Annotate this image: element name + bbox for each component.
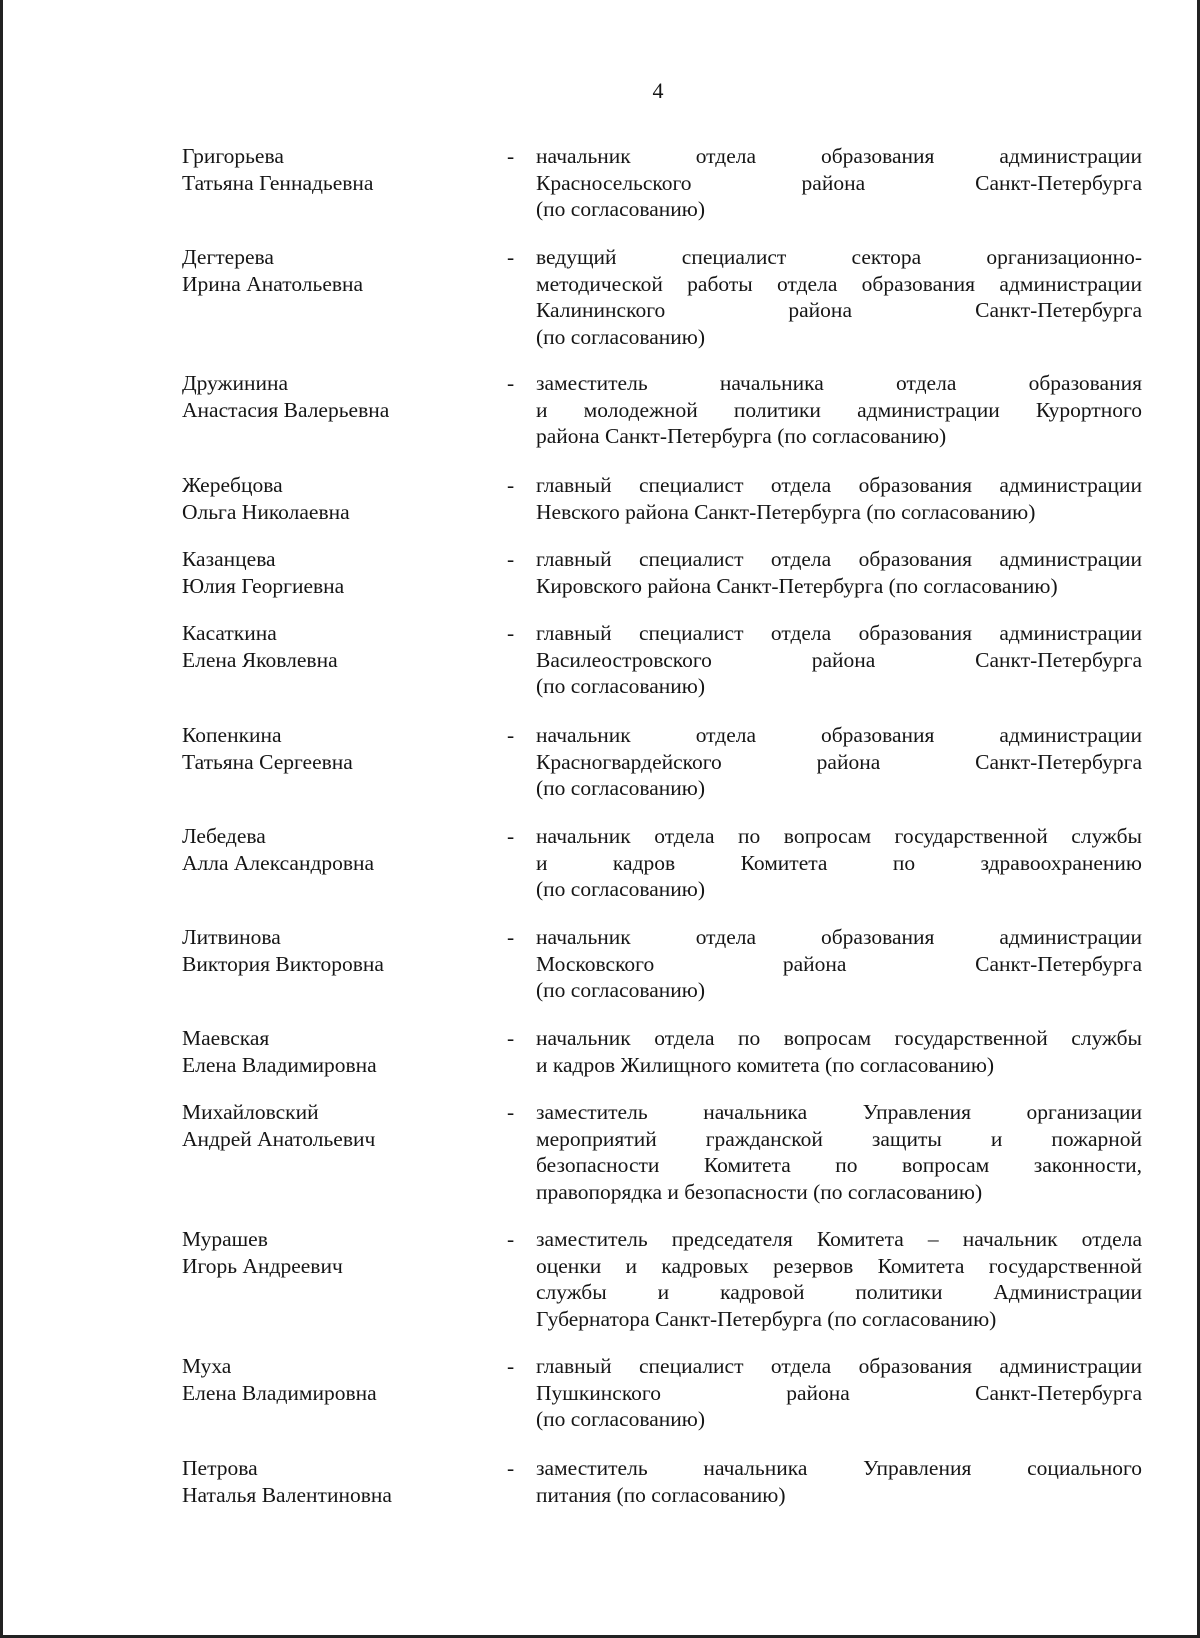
position-line: (по согласованию) — [536, 197, 706, 221]
member-surname: Маевская — [182, 1026, 270, 1050]
member-name — [182, 722, 482, 775]
entry-dash: - — [507, 1354, 515, 1378]
entry-dash: - — [507, 144, 515, 168]
member-name — [182, 1099, 482, 1152]
page-number: 4 — [652, 78, 664, 103]
position-line: главный специалист отдела образования администрации — [536, 1354, 1142, 1378]
entry-dash: - — [507, 1227, 515, 1251]
position-line: (по согласованию) — [536, 776, 706, 800]
position-line: Красносельского района Санкт-Петербурга — [536, 170, 1142, 195]
member-given-names: Елена Владимировна — [182, 1052, 377, 1077]
position-line: правопорядка и безопасности (по согласованию) — [536, 1179, 983, 1204]
entry-dash: - — [507, 245, 515, 269]
position-line: начальник отдела образования администрации — [536, 144, 1142, 168]
entry-dash: - — [507, 1456, 515, 1480]
position-line: (по согласованию) — [536, 978, 706, 1002]
member-name — [182, 370, 482, 423]
position-line: и кадров Жилищного комитета (по согласованию) — [536, 1052, 995, 1077]
position-line: Губернатора Санкт-Петербурга (по согласованию) — [536, 1306, 997, 1331]
member-given-names: Юлия Георгиевна — [182, 573, 345, 598]
position-line: главный специалист отдела образования администрации — [536, 621, 1142, 645]
member-name — [182, 143, 482, 196]
member-position — [536, 1455, 1142, 1508]
member-position — [536, 823, 1142, 903]
member-surname: Литвинова — [182, 925, 281, 949]
position-line: (по согласованию) — [536, 324, 706, 349]
member-surname: Касаткина — [182, 621, 277, 645]
member-position — [536, 370, 1142, 450]
member-name — [182, 546, 482, 599]
entry-dash: - — [507, 925, 515, 949]
member-given-names: Андрей Анатольевич — [182, 1126, 376, 1151]
position-line: (по согласованию) — [536, 877, 706, 901]
position-line: заместитель председателя Комитета – начальник отдела — [536, 1227, 1142, 1251]
position-line: ведущий специалист сектора организационно- — [536, 245, 1142, 269]
position-line: службы и кадровой политики Администрации — [536, 1280, 1142, 1304]
member-surname: Казанцева — [182, 547, 276, 571]
entry-dash: - — [507, 824, 515, 848]
member-position — [536, 143, 1142, 223]
member-name — [182, 1455, 482, 1508]
member-given-names: Ирина Анатольевна — [182, 271, 364, 296]
member-surname: Дегтерева — [182, 245, 274, 269]
member-surname: Михайловский — [182, 1100, 319, 1124]
member-surname: Петрова — [182, 1456, 258, 1480]
position-line: Калининского района Санкт-Петербурга — [536, 298, 1142, 322]
position-line: Пушкинского района Санкт-Петербурга — [536, 1380, 1142, 1405]
entry-dash: - — [507, 547, 515, 571]
member-given-names: Татьяна Геннадьевна — [182, 170, 374, 195]
position-line: (по согласованию) — [536, 1407, 706, 1431]
member-given-names: Наталья Валентиновна — [182, 1482, 392, 1507]
member-surname: Копенкина — [182, 723, 282, 747]
position-line: (по согласованию) — [536, 674, 706, 698]
position-line: начальник отдела образования администрации — [536, 925, 1142, 949]
member-given-names: Анастасия Валерьевна — [182, 397, 390, 422]
member-given-names: Алла Александровна — [182, 850, 375, 875]
position-line: методической работы отдела образования администрации — [536, 271, 1142, 296]
member-given-names: Елена Яковлевна — [182, 647, 338, 672]
entry-dash: - — [507, 723, 515, 747]
member-surname: Дружинина — [182, 371, 289, 395]
member-name — [182, 1353, 482, 1406]
member-position — [536, 1353, 1142, 1433]
member-surname: Жеребцова — [182, 473, 283, 497]
entry-dash: - — [507, 1100, 515, 1124]
position-line: Невского района Санкт-Петербурга (по согласованию) — [536, 499, 1036, 524]
member-surname: Лебедева — [182, 824, 266, 848]
member-given-names: Татьяна Сергеевна — [182, 749, 353, 774]
position-line: оценки и кадровых резервов Комитета государственной — [536, 1253, 1142, 1278]
member-given-names: Игорь Андреевич — [182, 1253, 343, 1278]
member-position — [536, 722, 1142, 802]
member-given-names: Ольга Николаевна — [182, 499, 350, 524]
member-position — [536, 1099, 1142, 1205]
member-position — [536, 546, 1142, 599]
entry-dash: - — [507, 473, 515, 497]
position-line: начальник отдела по вопросам государственной службы — [536, 824, 1142, 848]
position-line: главный специалист отдела образования администрации — [536, 473, 1142, 497]
member-name — [182, 620, 482, 673]
member-position — [536, 1226, 1142, 1332]
position-line: главный специалист отдела образования администрации — [536, 547, 1142, 571]
position-line: начальник отдела по вопросам государственной службы — [536, 1026, 1142, 1050]
entry-dash: - — [507, 1026, 515, 1050]
member-given-names: Виктория Викторовна — [182, 951, 384, 976]
position-line: заместитель начальника Управления организации — [536, 1100, 1142, 1124]
member-name — [182, 924, 482, 977]
position-line: и кадров Комитета по здравоохранению — [536, 850, 1142, 875]
member-position — [536, 1025, 1142, 1078]
position-line: питания (по согласованию) — [536, 1482, 786, 1507]
position-line: района Санкт-Петербурга (по согласованию) — [536, 424, 947, 448]
member-surname: Муха — [182, 1354, 232, 1378]
member-given-names: Елена Владимировна — [182, 1380, 377, 1405]
position-line: заместитель начальника Управления социального — [536, 1456, 1142, 1480]
member-name — [182, 244, 482, 297]
position-line: безопасности Комитета по вопросам законности, — [536, 1153, 1142, 1177]
position-line: Красногвардейского района Санкт-Петербурга — [536, 749, 1142, 774]
member-name — [182, 1025, 482, 1078]
position-line: мероприятий гражданской защиты и пожарной — [536, 1126, 1142, 1151]
position-line: Московского района Санкт-Петербурга — [536, 951, 1142, 976]
entry-dash: - — [507, 621, 515, 645]
position-line: Кировского района Санкт-Петербурга (по согласованию) — [536, 573, 1058, 598]
member-position — [536, 244, 1142, 350]
member-name — [182, 1226, 482, 1279]
member-name — [182, 472, 482, 525]
entry-dash: - — [507, 371, 515, 395]
member-surname: Мурашев — [182, 1227, 268, 1251]
member-position — [536, 924, 1142, 1004]
member-position — [536, 620, 1142, 700]
position-line: начальник отдела образования администрации — [536, 723, 1142, 747]
member-name — [182, 823, 482, 876]
position-line: заместитель начальника отдела образования — [536, 371, 1142, 395]
page-border-left — [0, 0, 3, 1638]
member-surname: Григорьева — [182, 144, 284, 168]
position-line: Василеостровского района Санкт-Петербурга — [536, 647, 1142, 672]
member-position — [536, 472, 1142, 525]
position-line: и молодежной политики администрации Курортного — [536, 397, 1142, 422]
